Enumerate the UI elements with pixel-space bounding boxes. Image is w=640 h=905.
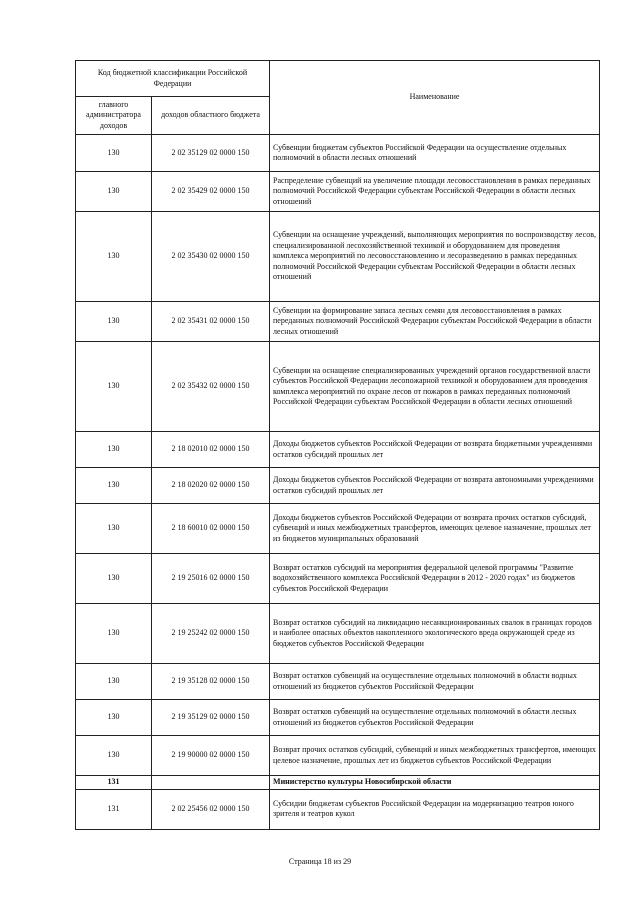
income-code-cell: 2 19 90000 02 0000 150 <box>152 736 270 776</box>
admin-code-cell: 131 <box>76 789 152 829</box>
name-cell: Доходы бюджетов субъектов Российской Федерации от возврата автономными учреждениями остатков субсидий прошлых лет <box>270 468 600 504</box>
table-row <box>76 135 600 172</box>
name-cell: Распределение субвенций на увеличение площади лесовосстановления в рамках переданных полномочий Российской Федерации субъектам Российской Федерации в области лесных отношений <box>270 172 600 212</box>
table-row <box>76 776 600 790</box>
header-row-top <box>76 61 600 97</box>
name-cell: Субсидии бюджетам субъектов Российской Федерации на модернизацию театров юного зрителя и театров кукол <box>270 789 600 829</box>
table-row <box>76 554 600 604</box>
admin-code-cell: 130 <box>76 664 152 700</box>
admin-code-cell: 130 <box>76 342 152 432</box>
admin-code-cell: 130 <box>76 604 152 664</box>
name-cell: Возврат остатков субвенций на осуществление отдельных полномочий в области водных отношений из бюджетов субъектов Российской Федерации <box>270 664 600 700</box>
income-code-cell: 2 02 35430 02 0000 150 <box>152 212 270 302</box>
name-cell: Министерство культуры Новосибирской области <box>270 776 600 790</box>
admin-code-cell: 130 <box>76 302 152 342</box>
income-code-cell: 2 02 35431 02 0000 150 <box>152 302 270 342</box>
income-code-cell: 2 19 35129 02 0000 150 <box>152 700 270 736</box>
income-code-cell <box>152 776 270 790</box>
table-row <box>76 172 600 212</box>
income-code-cell: 2 18 02020 02 0000 150 <box>152 468 270 504</box>
admin-code-cell: 130 <box>76 700 152 736</box>
table-row <box>76 468 600 504</box>
income-code-cell: 2 02 35129 02 0000 150 <box>152 135 270 172</box>
name-cell: Субвенции на оснащение специализированных учреждений органов государственной власти субъектов Российской Федерации лесопожарной техникой и оборудованием для проведения комплекса мероприятий по охране лесов от пожаров в рамках переданных полномочий Российской Федерации субъектам Российской Федерации в области лесных отношений <box>270 342 600 432</box>
name-cell: Возврат прочих остатков субсидий, субвенций и иных межбюджетных трансфертов, имеющих целевое назначение, прошлых лет из бюджетов субъектов Российской Федерации <box>270 736 600 776</box>
admin-code-cell: 130 <box>76 554 152 604</box>
income-code-cell: 2 18 02010 02 0000 150 <box>152 432 270 468</box>
budget-classification-table <box>75 60 600 830</box>
income-code-cell: 2 19 25016 02 0000 150 <box>152 554 270 604</box>
name-cell: Субвенции бюджетам субъектов Российской Федерации на осуществление отдельных полномочий в области лесных отношений <box>270 135 600 172</box>
income-code-cell: 2 02 25456 02 0000 150 <box>152 789 270 829</box>
name-cell: Возврат остатков субвенций на осуществление отдельных полномочий в области лесных отношений из бюджетов субъектов Российской Федерации <box>270 700 600 736</box>
name-cell: Доходы бюджетов субъектов Российской Федерации от возврата бюджетными учреждениями остатков субсидий прошлых лет <box>270 432 600 468</box>
income-code-cell: 2 02 35429 02 0000 150 <box>152 172 270 212</box>
name-cell: Возврат остатков субсидий на мероприятия федеральной целевой программы "Развитие водохозяйственного комплекса Российской Федерации в 2012 - 2020 годах" из бюджетов субъектов Российской Федерации <box>270 554 600 604</box>
name-cell: Субвенции на формирование запаса лесных семян для лесовосстановления в рамках переданных полномочий Российской Федерации субъектам Российской Федерации в области лесных отношений <box>270 302 600 342</box>
name-cell: Возврат остатков субсидий на ликвидацию несанкционированных свалок в границах городов и наиболее опасных объектов накопленного экологического вреда окружающей среде из бюджетов субъектов Российской Федерации <box>270 604 600 664</box>
income-code-cell: 2 19 35128 02 0000 150 <box>152 664 270 700</box>
table-row <box>76 302 600 342</box>
admin-code-cell: 130 <box>76 212 152 302</box>
table-row <box>76 604 600 664</box>
admin-code-cell: 130 <box>76 135 152 172</box>
header-group-title: Код бюджетной классификации Российской Федерации <box>76 61 270 97</box>
table-row <box>76 789 600 829</box>
table-row <box>76 736 600 776</box>
name-cell: Субвенции на оснащение учреждений, выполняющих мероприятия по воспроизводству лесов, специализированной лесохозяйственной техникой и оборудованием для проведения комплекса мероприятий по лесовосстановлению и лесоразведению в рамках переданных полномочий Российской Федерации субъектам Российской Федерации в области лесных отношений <box>270 212 600 302</box>
table-row <box>76 664 600 700</box>
table-row <box>76 342 600 432</box>
admin-code-cell: 131 <box>76 776 152 790</box>
page-footer: Страница 18 из 29 <box>288 857 352 866</box>
income-code-cell: 2 02 35432 02 0000 150 <box>152 342 270 432</box>
income-code-cell: 2 19 25242 02 0000 150 <box>152 604 270 664</box>
admin-code-cell: 130 <box>76 736 152 776</box>
table-row <box>76 212 600 302</box>
admin-code-cell: 130 <box>76 432 152 468</box>
header-income: доходов областного бюджета <box>152 97 270 135</box>
header-name: Наименование <box>270 61 600 135</box>
table-row <box>76 700 600 736</box>
header-admin: главного администратора доходов <box>76 97 152 135</box>
income-code-cell: 2 18 60010 02 0000 150 <box>152 504 270 554</box>
admin-code-cell: 130 <box>76 504 152 554</box>
name-cell: Доходы бюджетов субъектов Российской Федерации от возврата прочих остатков субсидий, субвенций и иных межбюджетных трансфертов, имеющих целевое назначение, прошлых лет из бюджетов муниципальных образований <box>270 504 600 554</box>
admin-code-cell: 130 <box>76 172 152 212</box>
admin-code-cell: 130 <box>76 468 152 504</box>
table-row <box>76 504 600 554</box>
table-row <box>76 432 600 468</box>
